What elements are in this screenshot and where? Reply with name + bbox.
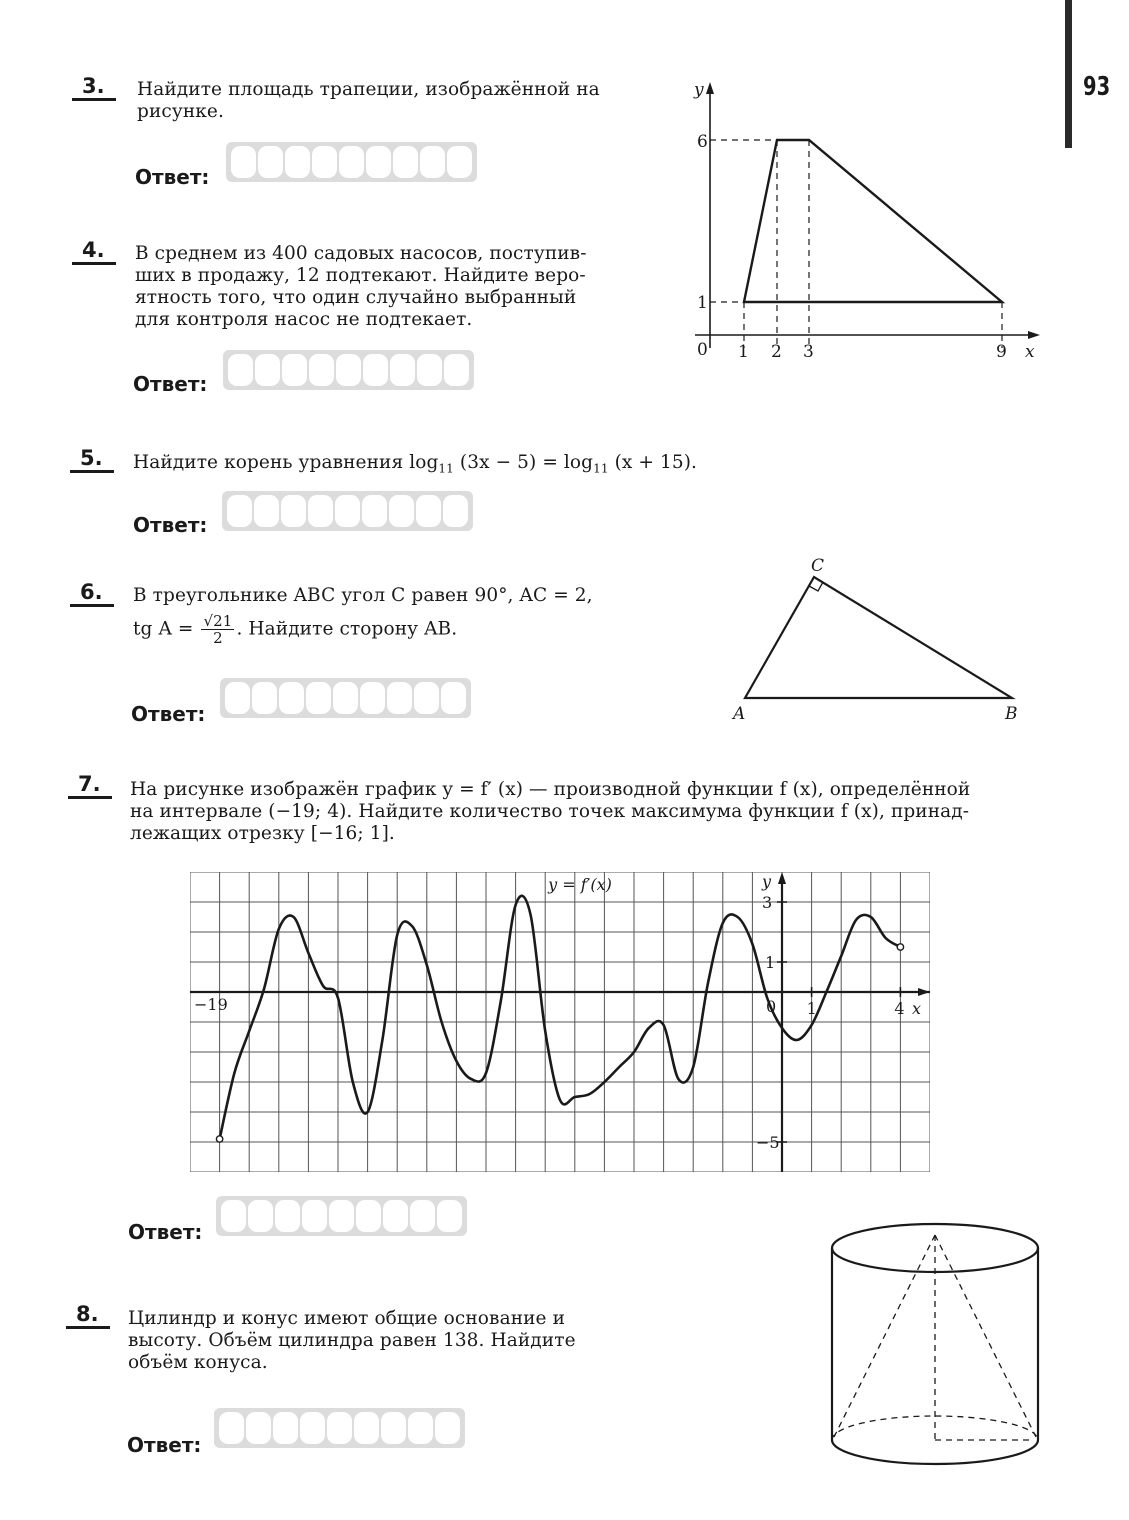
trapezoid-origin: 0 (697, 340, 708, 360)
answer-cell[interactable] (302, 1200, 327, 1232)
answer-cell[interactable] (356, 1200, 381, 1232)
problem-4-line-2: ших в продажу, 12 подтекают. Найдите веро- (135, 265, 586, 286)
answer-cell[interactable] (275, 1200, 300, 1232)
problem-4-text (135, 243, 587, 331)
trapezoid-xtick-9: 9 (996, 342, 1007, 362)
problem-6-fraction-bottom: 2 (213, 629, 223, 647)
problem-6-underline (70, 604, 114, 607)
answer-cell[interactable] (363, 354, 388, 386)
problem-7-text (130, 779, 970, 845)
answer-cell[interactable] (228, 354, 253, 386)
answer-cell[interactable] (221, 1200, 246, 1232)
answer-cell[interactable] (336, 354, 361, 386)
graph-x-minus19-label: −19 (194, 995, 228, 1014)
trapezoid-xtick-2: 2 (771, 342, 782, 362)
answer-cell[interactable] (414, 682, 439, 714)
answer-label-5: Ответ: (133, 513, 208, 537)
vertex-c-label: C (811, 556, 825, 576)
problem-5-number: 5. (80, 446, 103, 470)
problem-6-number: 6. (80, 580, 103, 604)
problem-7-line-1: На рисунке изображён график y = f′ (x) — производной функции f (x), определённой (130, 779, 971, 800)
answer-cell[interactable] (329, 1200, 354, 1232)
answer-cell[interactable] (443, 495, 468, 527)
curve-label: y = f′(x) (548, 875, 612, 894)
problem-8-line-3: объём конуса. (128, 1352, 268, 1373)
answer-boxes-3[interactable] (226, 142, 477, 182)
vertex-a-label: A (733, 704, 746, 724)
cylinder-cone-figure (820, 1215, 1050, 1475)
trapezoid-y-arrow (706, 82, 714, 94)
trapezoid-shape (744, 140, 1002, 302)
problem-5-sub-1: 11 (438, 461, 454, 476)
trapezoid-xtick-3: 3 (803, 342, 814, 362)
problem-5-text (133, 452, 697, 480)
problem-5-underline (70, 470, 114, 473)
trapezoid-ytick-1: 1 (697, 293, 708, 313)
graph-x-label: x (912, 999, 922, 1018)
answer-cell[interactable] (339, 146, 364, 178)
problem-3-line-2: рисунке. (137, 101, 224, 122)
answer-boxes-7[interactable] (216, 1196, 467, 1236)
problem-3-text (137, 79, 600, 123)
problem-6-line-2 (133, 613, 593, 646)
graph-y-minus5-label: −5 (756, 1133, 780, 1152)
left-open-endpoint (216, 1136, 222, 1142)
trapezoid-figure (680, 78, 1050, 368)
answer-cell[interactable] (281, 495, 306, 527)
page-edge-bar (1065, 0, 1072, 148)
trapezoid-x-arrow (1028, 331, 1040, 339)
answer-cell[interactable] (327, 1412, 352, 1444)
answer-cell[interactable] (354, 1412, 379, 1444)
answer-cell[interactable] (227, 495, 252, 527)
page-number: 93 (1083, 72, 1111, 102)
answer-boxes-6[interactable] (220, 678, 471, 718)
problem-5-sub-2: 11 (593, 461, 609, 476)
graph-y-1-label: 1 (765, 953, 776, 972)
problem-7-number: 7. (78, 772, 101, 796)
answer-cell[interactable] (273, 1412, 298, 1444)
answer-cell[interactable] (393, 146, 418, 178)
answer-cell[interactable] (258, 146, 283, 178)
answer-cell[interactable] (389, 495, 414, 527)
answer-cell[interactable] (279, 682, 304, 714)
problem-7-underline (68, 796, 112, 799)
problem-7-line-2: на интервале (−19; 4). Найдите количество точек максимума функции f (x), принад- (130, 801, 970, 822)
answer-cell[interactable] (417, 354, 442, 386)
answer-cell[interactable] (435, 1412, 460, 1444)
answer-cell[interactable] (381, 1412, 406, 1444)
problem-6-line-1: В треугольнике ABC угол C равен 90°, AC = 2, (133, 585, 593, 606)
graph-x-4-label: 4 (894, 999, 905, 1018)
triangle-figure (725, 555, 1035, 725)
answer-cell[interactable] (282, 354, 307, 386)
trapezoid-x-label: x (1025, 342, 1035, 362)
problem-5-text-a: Найдите корень уравнения log (133, 452, 439, 473)
problem-6-tg: tg A = (133, 618, 194, 640)
answer-cell[interactable] (308, 495, 333, 527)
answer-boxes-5[interactable] (222, 491, 473, 531)
answer-cell[interactable] (306, 682, 331, 714)
answer-cell[interactable] (255, 354, 280, 386)
answer-cell[interactable] (447, 146, 472, 178)
problem-5-text-b: (3x − 5) = log (453, 452, 594, 473)
derivative-graph (190, 872, 930, 1172)
answer-cell[interactable] (408, 1412, 433, 1444)
vertex-b-label: B (1005, 704, 1018, 724)
answer-label-7: Ответ: (128, 1220, 203, 1244)
problem-4-line-3: ятность того, что один случайно выбранный (135, 287, 577, 308)
answer-cell[interactable] (420, 146, 445, 178)
answer-cell[interactable] (360, 682, 385, 714)
problem-6-text (133, 585, 593, 646)
problem-3-line-1: Найдите площадь трапеции, изображённой на (137, 79, 600, 100)
answer-cell[interactable] (309, 354, 334, 386)
problem-8-text (128, 1308, 576, 1374)
trapezoid-guides (710, 140, 1002, 348)
problem-8-line-2: высоту. Объём цилиндра равен 138. Найдите (128, 1330, 576, 1351)
problem-4-line-4: для контроля насос не подтекает. (135, 309, 473, 330)
trapezoid-ytick-6: 6 (697, 132, 708, 152)
problem-7-line-3: лежащих отрезку [−16; 1]. (130, 823, 395, 844)
graph-origin-label: 0 (766, 997, 777, 1016)
answer-boxes-8[interactable] (214, 1408, 465, 1448)
answer-cell[interactable] (252, 682, 277, 714)
problem-3-number: 3. (82, 74, 105, 98)
answer-cell[interactable] (383, 1200, 408, 1232)
right-open-endpoint (897, 944, 903, 950)
answer-cell[interactable] (312, 146, 337, 178)
answer-label-4: Ответ: (133, 372, 208, 396)
answer-boxes-4[interactable] (223, 350, 474, 390)
answer-cell[interactable] (219, 1412, 244, 1444)
answer-cell[interactable] (390, 354, 415, 386)
answer-cell[interactable] (437, 1200, 462, 1232)
answer-label-3: Ответ: (135, 165, 210, 189)
answer-cell[interactable] (362, 495, 387, 527)
answer-cell[interactable] (248, 1200, 273, 1232)
graph-y-3-label: 3 (762, 893, 773, 912)
cylinder-bottom-front (832, 1440, 1038, 1464)
problem-6-fraction-top: √21 (203, 612, 233, 630)
answer-cell[interactable] (231, 146, 256, 178)
problem-4-number: 4. (82, 238, 105, 262)
answer-cell[interactable] (300, 1412, 325, 1444)
triangle-shape (745, 577, 1012, 698)
answer-cell[interactable] (366, 146, 391, 178)
answer-cell[interactable] (387, 682, 412, 714)
problem-3-underline (72, 98, 116, 101)
answer-label-6: Ответ: (131, 702, 206, 726)
trapezoid-y-label: y (694, 80, 704, 100)
problem-8-underline (66, 1326, 110, 1329)
graph-x-arrow (918, 988, 930, 996)
answer-cell[interactable] (416, 495, 441, 527)
trapezoid-xtick-1: 1 (738, 342, 749, 362)
problem-4-underline (72, 262, 116, 265)
answer-cell[interactable] (246, 1412, 271, 1444)
problem-8-number: 8. (76, 1302, 99, 1326)
problem-6-fraction (201, 613, 234, 646)
answer-label-8: Ответ: (127, 1433, 202, 1457)
graph-y-arrow (778, 872, 786, 884)
answer-cell[interactable] (410, 1200, 435, 1232)
graph-x-1-label: 1 (806, 999, 817, 1018)
answer-cell[interactable] (254, 495, 279, 527)
answer-cell[interactable] (441, 682, 466, 714)
graph-grid (190, 872, 930, 1172)
answer-cell[interactable] (444, 354, 469, 386)
answer-cell[interactable] (285, 146, 310, 178)
answer-cell[interactable] (225, 682, 250, 714)
problem-6-line-2-tail: . Найдите сторону AB. (236, 618, 458, 640)
problem-5-text-c: (x + 15). (608, 452, 698, 473)
graph-y-label: y (762, 872, 772, 891)
answer-cell[interactable] (333, 682, 358, 714)
answer-cell[interactable] (335, 495, 360, 527)
problem-8-line-1: Цилиндр и конус имеют общие основание и (128, 1308, 566, 1329)
problem-4-line-1: В среднем из 400 садовых насосов, поступив- (135, 243, 587, 264)
